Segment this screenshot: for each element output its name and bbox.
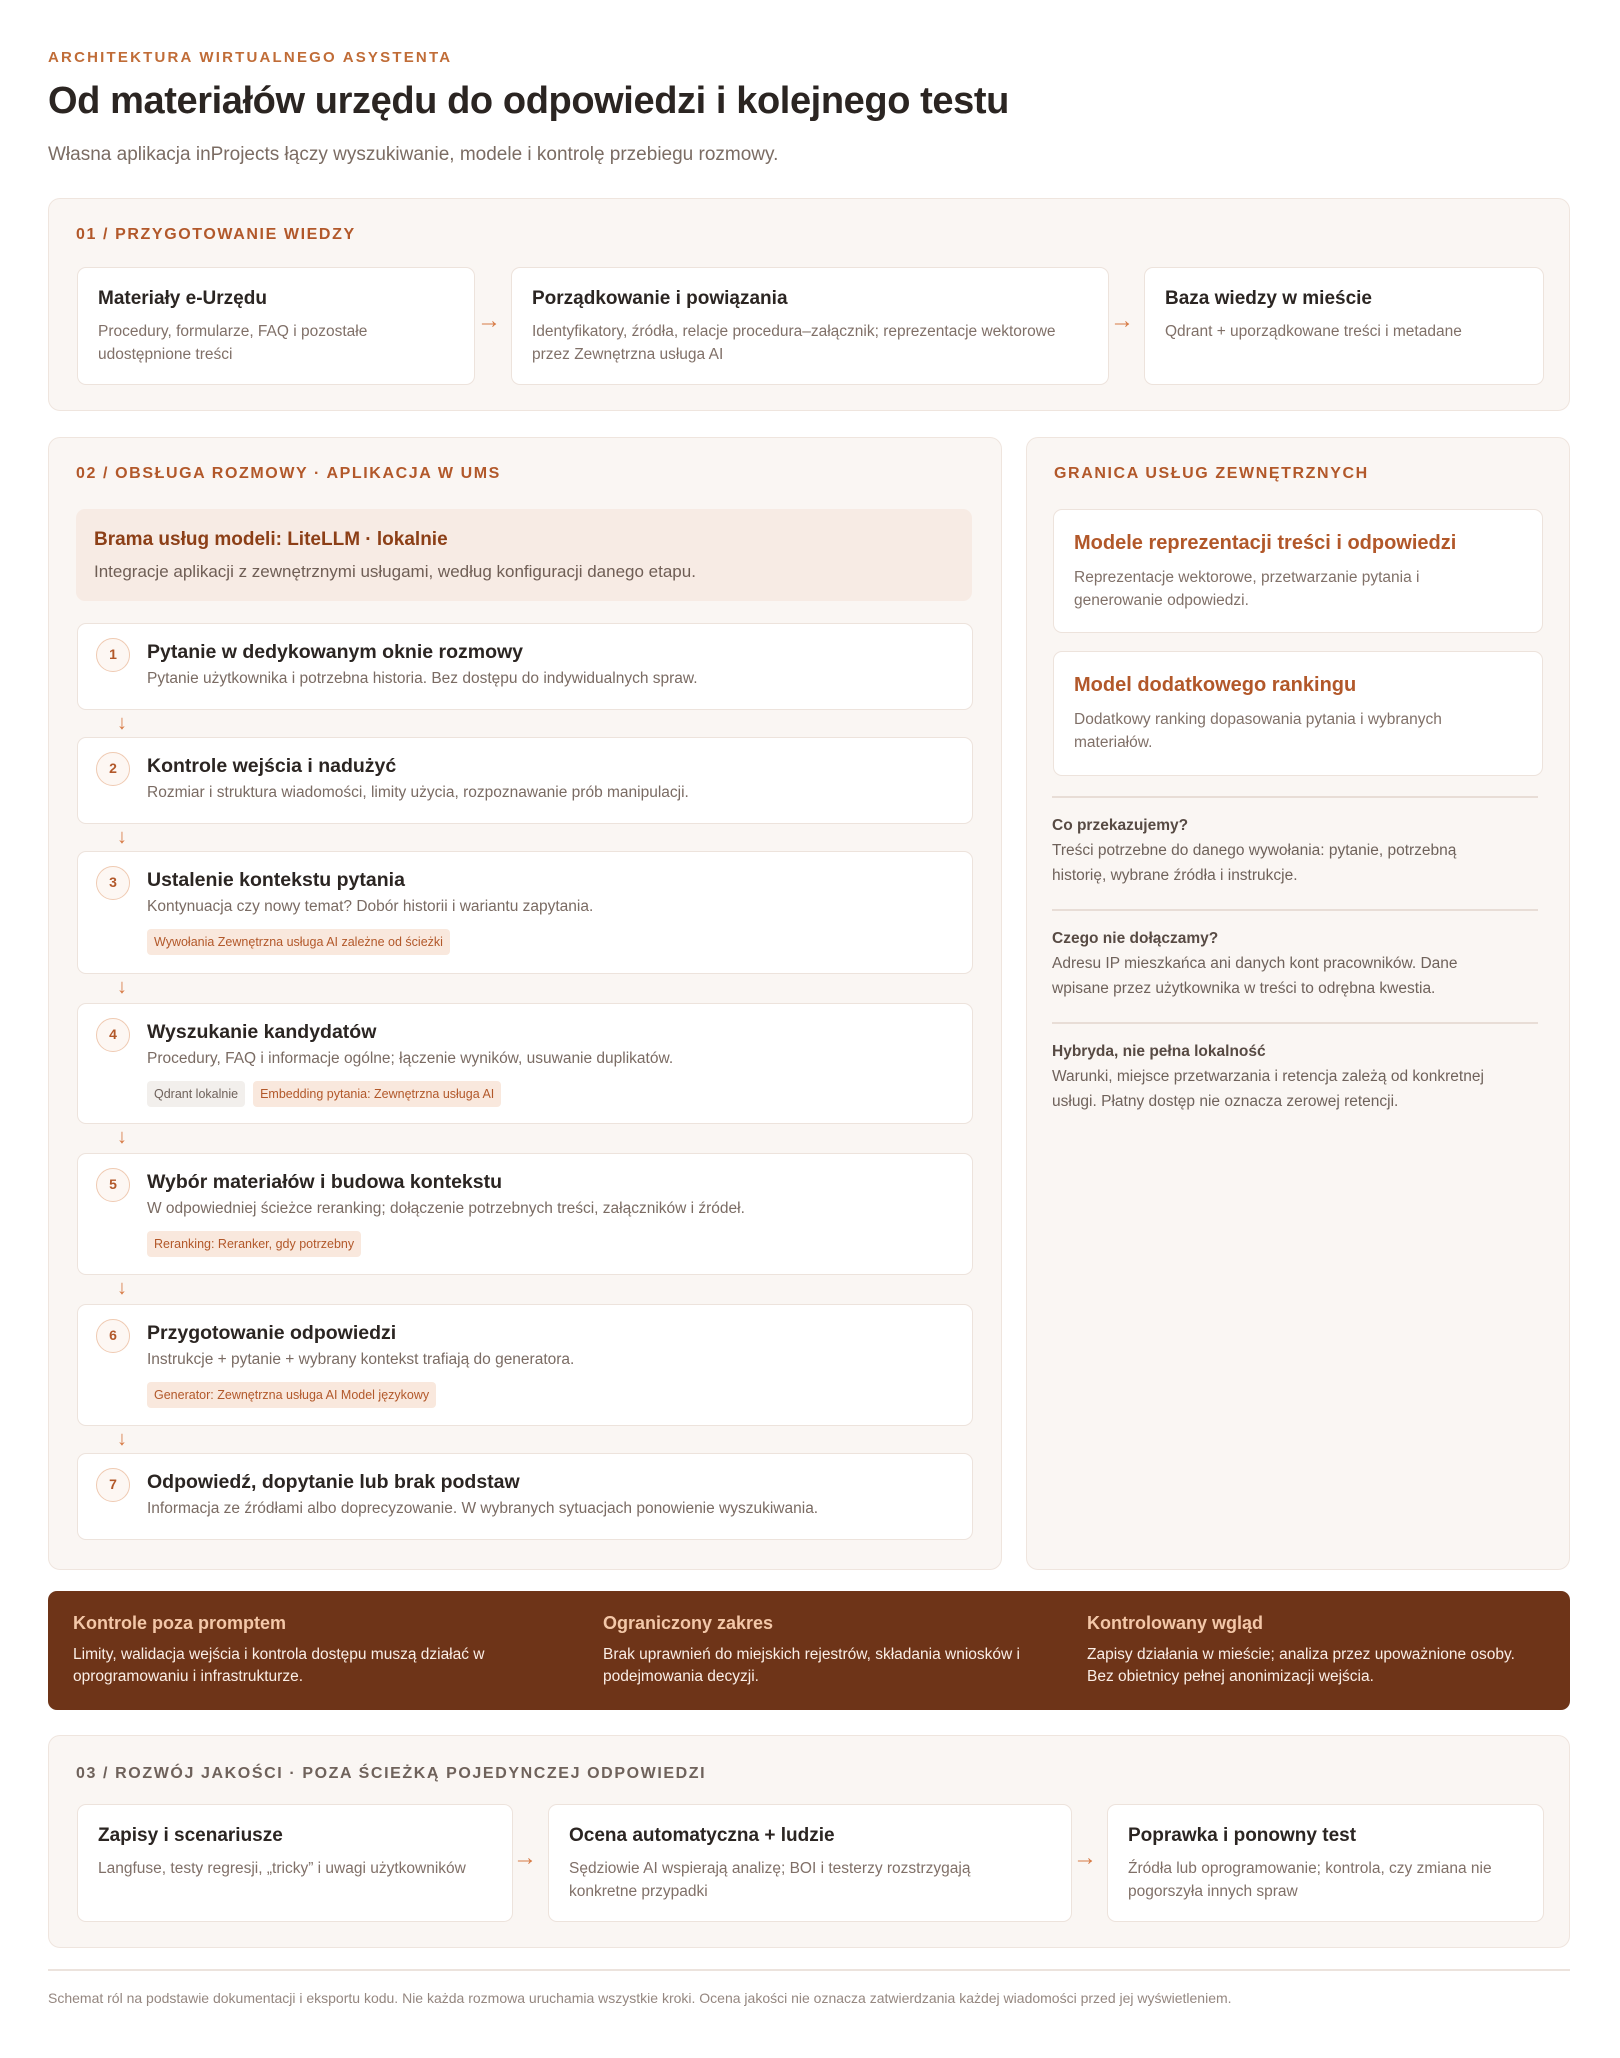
card-desc: Identyfikatory, źródła, relacje procedura–załącznik; reprezentacje wektorowe przez Zewnętrzna usługa AI — [532, 323, 1056, 363]
tag: Reranking: Reranker, gdy potrzebny — [147, 1231, 361, 1257]
step-desc: Kontynuacja czy nowy temat? Dobór historii i wariantu zapytania. — [147, 898, 594, 915]
step-tags — [147, 929, 450, 955]
step-number: 5 — [96, 1168, 130, 1202]
banner-title: Kontrolowany wgląd — [1087, 1613, 1264, 1633]
card-knowledge-base — [1144, 267, 1544, 385]
card-title: Zapisy i scenariusze — [98, 1825, 283, 1846]
card-materials — [77, 267, 475, 385]
step-number: 6 — [96, 1319, 130, 1353]
eyebrow: ARCHITEKTURA WIRTUALNEGO ASYSTENTA — [48, 49, 453, 66]
divider — [1052, 796, 1538, 798]
note-hybrid — [1052, 1043, 1522, 1114]
card-title: Porządkowanie i powiązania — [532, 288, 788, 309]
card-desc: Źródła lub oprogramowanie; kontrola, czy zmiana nie pogorszyła innych spraw — [1128, 1860, 1492, 1900]
arrow-down-icon: ↓ — [117, 712, 127, 734]
footer-divider — [48, 1969, 1570, 1971]
step-desc: Pytanie użytkownika i potrzebna historia. Bez dostępu do indywidualnych spraw. — [147, 670, 698, 687]
banner-col-insight — [1087, 1613, 1515, 1688]
card-title: Ocena automatyczna + ludzie — [569, 1825, 835, 1846]
step-tags — [147, 1382, 436, 1408]
card-representation-models — [1053, 509, 1543, 633]
arrow-down-icon: ↓ — [117, 976, 127, 998]
note-desc: Warunki, miejsce przetwarzania i retencja zależą od konkretnej usługi. Płatny dostęp nie oznacza zerowej retencji. — [1052, 1068, 1484, 1110]
tag: Generator: Zewnętrzna usługa AI Model językowy — [147, 1382, 436, 1408]
footer-note: Schemat ról na podstawie dokumentacji i eksportu kodu. Nie każda rozmowa uruchamia wszystkie kroki. Ocena jakości nie oznacza zatwierdzania każdej wiadomości przed jej wyświetleniem. — [48, 1990, 1232, 2006]
step-desc: Instrukcje + pytanie + wybrany kontekst trafiają do generatora. — [147, 1351, 575, 1368]
step-desc: Rozmiar i struktura wiadomości, limity użycia, rozpoznawanie prób manipulacji. — [147, 784, 689, 801]
card-retest — [1107, 1804, 1544, 1922]
step-3 — [77, 851, 973, 974]
step-number: 7 — [96, 1468, 130, 1502]
step-tags — [147, 1231, 361, 1257]
card-title: Poprawka i ponowny test — [1128, 1825, 1357, 1846]
card-desc: Sędziowie AI wspierają analizę; BOI i testerzy rozstrzygają konkretne przypadki — [569, 1860, 971, 1900]
page-subtitle: Własna aplikacja inProjects łączy wyszukiwanie, modele i kontrolę przebiegu rozmowy. — [48, 144, 779, 165]
divider — [1052, 909, 1538, 911]
step-title: Kontrole wejścia i nadużyć — [147, 755, 397, 777]
arrow-down-icon: ↓ — [117, 826, 127, 848]
section-label: GRANICA USŁUG ZEWNĘTRZNYCH — [1054, 465, 1369, 482]
banner-title: Kontrole poza promptem — [73, 1613, 287, 1633]
arrow-down-icon: ↓ — [117, 1277, 127, 1299]
card-title: Modele reprezentacji treści i odpowiedzi — [1074, 532, 1457, 554]
banner-title: Ograniczony zakres — [603, 1613, 774, 1633]
tag: Wywołania Zewnętrzna usługa AI zależne od ścieżki — [147, 929, 450, 955]
step-title: Przygotowanie odpowiedzi — [147, 1322, 397, 1344]
card-organizing — [511, 267, 1109, 385]
arrow-right-icon: → — [1110, 307, 1134, 334]
card-ranking-model — [1053, 651, 1543, 776]
controls-banner — [48, 1591, 1570, 1710]
note-what-we-send — [1052, 817, 1522, 888]
step-6 — [77, 1304, 973, 1426]
section-label: 03 / ROZWÓJ JAKOŚCI · POZA ŚCIEŻKĄ POJEDYNCZEJ ODPOWIEDZI — [76, 1765, 707, 1782]
step-4 — [77, 1003, 973, 1124]
note-desc: Treści potrzebne do danego wywołania: pytanie, potrzebną historię, wybrane źródła i instrukcje. — [1052, 842, 1457, 884]
arrow-right-icon: → — [1073, 1844, 1097, 1871]
banner-col-scope — [603, 1613, 1020, 1688]
arrow-right-icon: → — [513, 1844, 537, 1871]
section-knowledge-prep — [48, 198, 1570, 411]
step-title: Wyszukanie kandydatów — [147, 1021, 377, 1043]
banner-desc: Zapisy działania w mieście; analiza przez upoważnione osoby. Bez obietnicy pełnej anonimizacji wejścia. — [1087, 1646, 1515, 1685]
step-number: 2 — [96, 752, 130, 786]
note-title: Czego nie dołączamy? — [1052, 930, 1219, 947]
step-title: Pytanie w dedykowanym oknie rozmowy — [147, 641, 524, 663]
card-logs — [77, 1804, 513, 1922]
tag: Embedding pytania: Zewnętrzna usługa AI — [253, 1081, 501, 1107]
tag: Qdrant lokalnie — [147, 1081, 245, 1107]
step-desc: Procedury, FAQ i informacje ogólne; łączenie wyników, usuwanie duplikatów. — [147, 1050, 674, 1067]
step-7 — [77, 1453, 973, 1540]
card-evaluation — [548, 1804, 1072, 1922]
gateway-title: Brama usług modeli: LiteLLM · lokalnie — [94, 529, 448, 550]
gateway-box — [76, 509, 972, 601]
step-number: 4 — [96, 1018, 130, 1052]
arrow-down-icon: ↓ — [117, 1428, 127, 1450]
divider — [1052, 1022, 1538, 1024]
section-quality — [48, 1735, 1570, 1948]
step-tags — [147, 1081, 501, 1107]
card-title: Model dodatkowego rankingu — [1074, 674, 1357, 696]
step-desc: W odpowiedniej ścieżce reranking; dołączenie potrzebnych treści, załączników i źródeł. — [147, 1200, 745, 1217]
note-title: Hybryda, nie pełna lokalność — [1052, 1043, 1266, 1060]
card-desc: Langfuse, testy regresji, „tricky” i uwagi użytkowników — [98, 1860, 466, 1877]
note-what-we-exclude — [1052, 930, 1522, 1001]
gateway-desc: Integracje aplikacji z zewnętrznymi usługami, według konfiguracji danego etapu. — [94, 562, 696, 581]
step-number: 1 — [96, 638, 130, 672]
page-title: Od materiałów urzędu do odpowiedzi i kolejnego testu — [48, 80, 1009, 122]
step-title: Odpowiedź, dopytanie lub brak podstaw — [147, 1471, 520, 1493]
card-title: Baza wiedzy w mieście — [1165, 288, 1372, 309]
card-desc: Qdrant + uporządkowane treści i metadane — [1165, 323, 1462, 340]
step-5 — [77, 1153, 973, 1275]
arrow-down-icon: ↓ — [117, 1126, 127, 1148]
section-label: 01 / PRZYGOTOWANIE WIEDZY — [76, 226, 356, 243]
banner-desc: Limity, walidacja wejścia i kontrola dostępu muszą działać w oprogramowaniu i infrastrukturze. — [73, 1646, 485, 1685]
card-desc: Procedury, formularze, FAQ i pozostałe udostępnione treści — [98, 323, 368, 363]
card-title: Materiały e-Urzędu — [98, 288, 267, 309]
section-label: 02 / OBSŁUGA ROZMOWY · APLIKACJA W UMS — [76, 465, 501, 482]
note-title: Co przekazujemy? — [1052, 817, 1189, 834]
step-1 — [77, 623, 973, 710]
arrow-right-icon: → — [477, 307, 501, 334]
step-title: Wybór materiałów i budowa kontekstu — [147, 1171, 503, 1193]
step-number: 3 — [96, 866, 130, 900]
card-desc: Dodatkowy ranking dopasowania pytania i wybranych materiałów. — [1074, 711, 1442, 751]
step-2 — [77, 737, 973, 824]
card-desc: Reprezentacje wektorowe, przetwarzanie pytania i generowanie odpowiedzi. — [1074, 569, 1420, 609]
step-title: Ustalenie kontekstu pytania — [147, 869, 405, 891]
banner-desc: Brak uprawnień do miejskich rejestrów, składania wniosków i podejmowania decyzji. — [603, 1646, 1020, 1685]
step-desc: Informacja ze źródłami albo doprecyzowanie. W wybranych sytuacjach ponowienie wyszukiwania. — [147, 1500, 819, 1517]
banner-col-controls — [73, 1613, 485, 1688]
note-desc: Adresu IP mieszkańca ani danych kont pracowników. Dane wpisane przez użytkownika w treści to odrębna kwestia. — [1052, 955, 1458, 997]
